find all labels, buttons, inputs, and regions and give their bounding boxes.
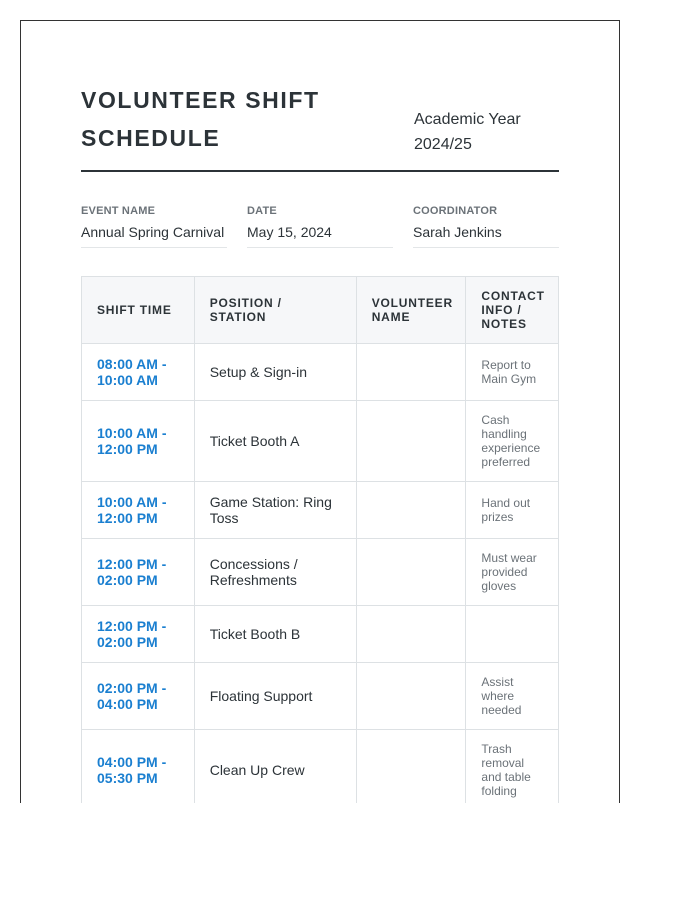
date-field	[247, 204, 393, 248]
document-header	[81, 21, 559, 172]
event-name-label: EVENT NAME	[81, 205, 156, 217]
page-content	[81, 21, 559, 798]
position-cell: Game Station: Ring Toss	[194, 482, 356, 539]
position-cell: Clean Up Crew	[194, 730, 356, 804]
position-cell: Concessions / Refreshments	[194, 539, 356, 606]
notes-cell: Trash removal and table folding	[466, 730, 559, 804]
position-cell: Ticket Booth B	[194, 606, 356, 663]
date-value: May 15, 2024	[247, 224, 332, 240]
shift-time-cell: 10:00 AM - 12:00 PM	[82, 482, 195, 539]
subtitle-line-1: Academic Year	[414, 111, 521, 128]
volunteer-name-cell[interactable]	[356, 606, 466, 663]
position-cell: Floating Support	[194, 663, 356, 730]
volunteer-name-cell[interactable]	[356, 730, 466, 804]
document-page	[20, 20, 620, 803]
shift-schedule-table	[81, 276, 559, 803]
coordinator-label: COORDINATOR	[413, 205, 498, 217]
shift-time-cell: 08:00 AM - 10:00 AM	[82, 344, 195, 401]
column-header-contact-notes: CONTACT INFO / NOTES	[466, 277, 559, 344]
column-header-position: POSITION / STATION	[194, 277, 356, 344]
volunteer-name-cell[interactable]	[356, 663, 466, 730]
notes-cell: Hand out prizes	[466, 482, 559, 539]
shift-time-cell: 10:00 AM - 12:00 PM	[82, 401, 195, 482]
table-row	[82, 730, 559, 804]
volunteer-name-cell[interactable]	[356, 482, 466, 539]
volunteer-name-cell[interactable]	[356, 539, 466, 606]
event-name-field	[81, 204, 227, 248]
academic-year	[414, 107, 521, 157]
column-header-shift-time: SHIFT TIME	[82, 277, 195, 344]
event-meta	[81, 204, 559, 248]
notes-cell: Cash handling experience preferred	[466, 401, 559, 482]
page-title	[81, 81, 381, 157]
column-header-volunteer-name: VOLUNTEER NAME	[356, 277, 466, 344]
notes-cell: Assist where needed	[466, 663, 559, 730]
shift-time-cell: 04:00 PM - 05:30 PM	[82, 730, 195, 804]
event-name-value: Annual Spring Carnival	[81, 224, 225, 240]
notes-cell	[466, 606, 559, 663]
title-line-1: VOLUNTEER SHIFT	[81, 87, 320, 113]
position-cell: Ticket Booth A	[194, 401, 356, 482]
volunteer-name-cell[interactable]	[356, 401, 466, 482]
table-row	[82, 539, 559, 606]
shift-time-cell: 12:00 PM - 02:00 PM	[82, 606, 195, 663]
table-header-row	[82, 277, 559, 344]
notes-cell: Report to Main Gym	[466, 344, 559, 401]
coordinator-field	[413, 204, 559, 248]
table-row	[82, 606, 559, 663]
shift-time-cell: 12:00 PM - 02:00 PM	[82, 539, 195, 606]
table-row	[82, 482, 559, 539]
title-line-2: SCHEDULE	[81, 125, 221, 151]
table-row	[82, 401, 559, 482]
table-row	[82, 344, 559, 401]
coordinator-value: Sarah Jenkins	[413, 224, 502, 240]
volunteer-name-cell[interactable]	[356, 344, 466, 401]
notes-cell: Must wear provided gloves	[466, 539, 559, 606]
subtitle-line-2: 2024/25	[414, 136, 472, 153]
table-row	[82, 663, 559, 730]
date-label: DATE	[247, 205, 277, 217]
shift-time-cell: 02:00 PM - 04:00 PM	[82, 663, 195, 730]
position-cell: Setup & Sign-in	[194, 344, 356, 401]
